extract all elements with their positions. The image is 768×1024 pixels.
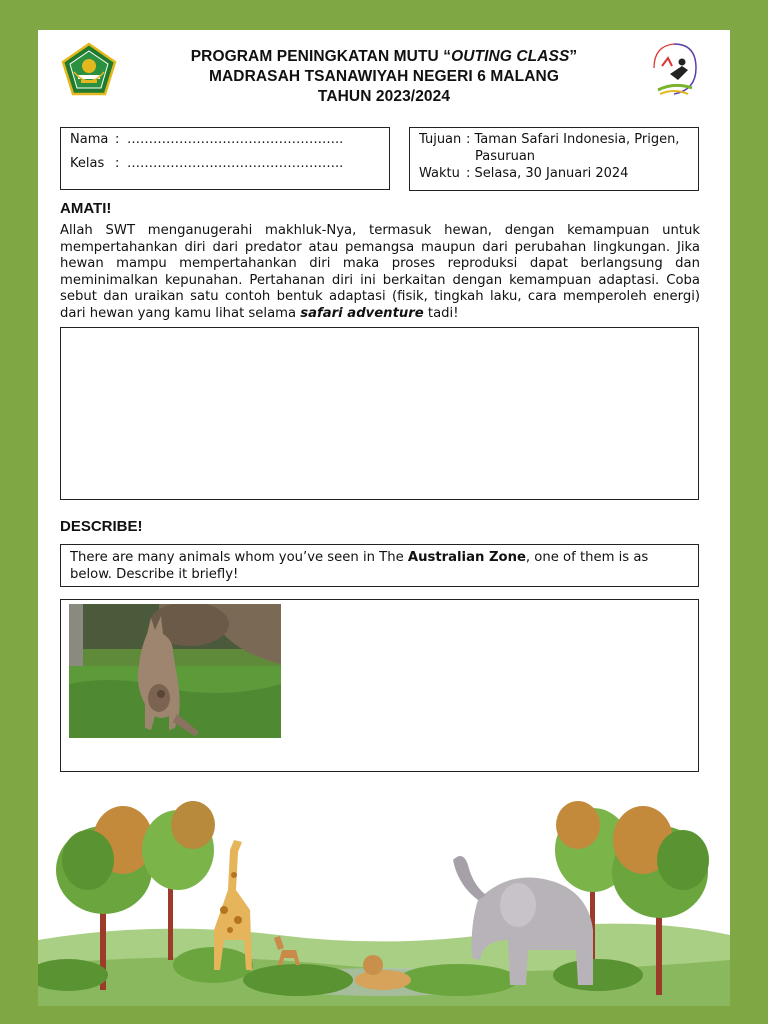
describe-title: DESCRIBE!	[60, 518, 143, 535]
worksheet-page	[38, 30, 730, 1006]
time-label: Waktu	[419, 166, 460, 181]
amati-instructions: Allah SWT menganugerahi makhluk-Nya, termasuk hewan, dengan kemampuan untuk mempertahankan diri dari predator atau pemangsa maupun dari perubahan lingkungan. Jika hewan mampu mempertahankan diri maka proses reproduksi dapat berlangsung dan meminimalkan kepunahan. Pertahanan diri ini berkaitan dengan kemampuan adaptasi. Coba sebut dan uraikan satu contoh bentuk adaptasi (fisik, tingkah laku, cara memperoleh energi) dari hewan yang kamu lihat selama safari adventure tadi!	[60, 223, 700, 321]
destination-value-line2: Pasuruan	[475, 149, 536, 164]
amati-title: AMATI!	[60, 200, 112, 217]
amati-answer-box[interactable]	[60, 327, 699, 500]
describe-answer-box[interactable]	[60, 599, 699, 772]
destination-label: Tujuan	[419, 132, 462, 147]
name-separator: :	[115, 132, 120, 147]
school-logo-icon	[648, 40, 702, 100]
class-field[interactable]: …………………………………………..	[127, 156, 344, 171]
name-field[interactable]: …………………………………………..	[127, 132, 344, 147]
trip-info-box	[409, 127, 699, 191]
safari-animals-illustration-icon	[38, 790, 730, 1006]
program-title: PROGRAM PENINGKATAN MUTU “OUTING CLASS”	[190, 48, 578, 65]
describe-prompt: There are many animals whom you’ve seen in The Australian Zone, one of them is as below. Describe it briefly!	[70, 550, 649, 582]
time-value: : Selasa, 30 Januari 2024	[466, 166, 629, 181]
kangaroo-photo-icon	[69, 604, 281, 738]
name-label: Nama	[70, 132, 109, 147]
school-name: MADRASAH TSANAWIYAH NEGERI 6 MALANG	[209, 68, 559, 85]
academic-year: TAHUN 2023/2024	[317, 88, 451, 105]
student-identity-box	[60, 127, 390, 190]
describe-prompt-box	[60, 544, 699, 587]
class-label: Kelas	[70, 156, 105, 171]
class-separator: :	[115, 156, 120, 171]
destination-value: : Taman Safari Indonesia, Prigen,	[466, 132, 680, 147]
